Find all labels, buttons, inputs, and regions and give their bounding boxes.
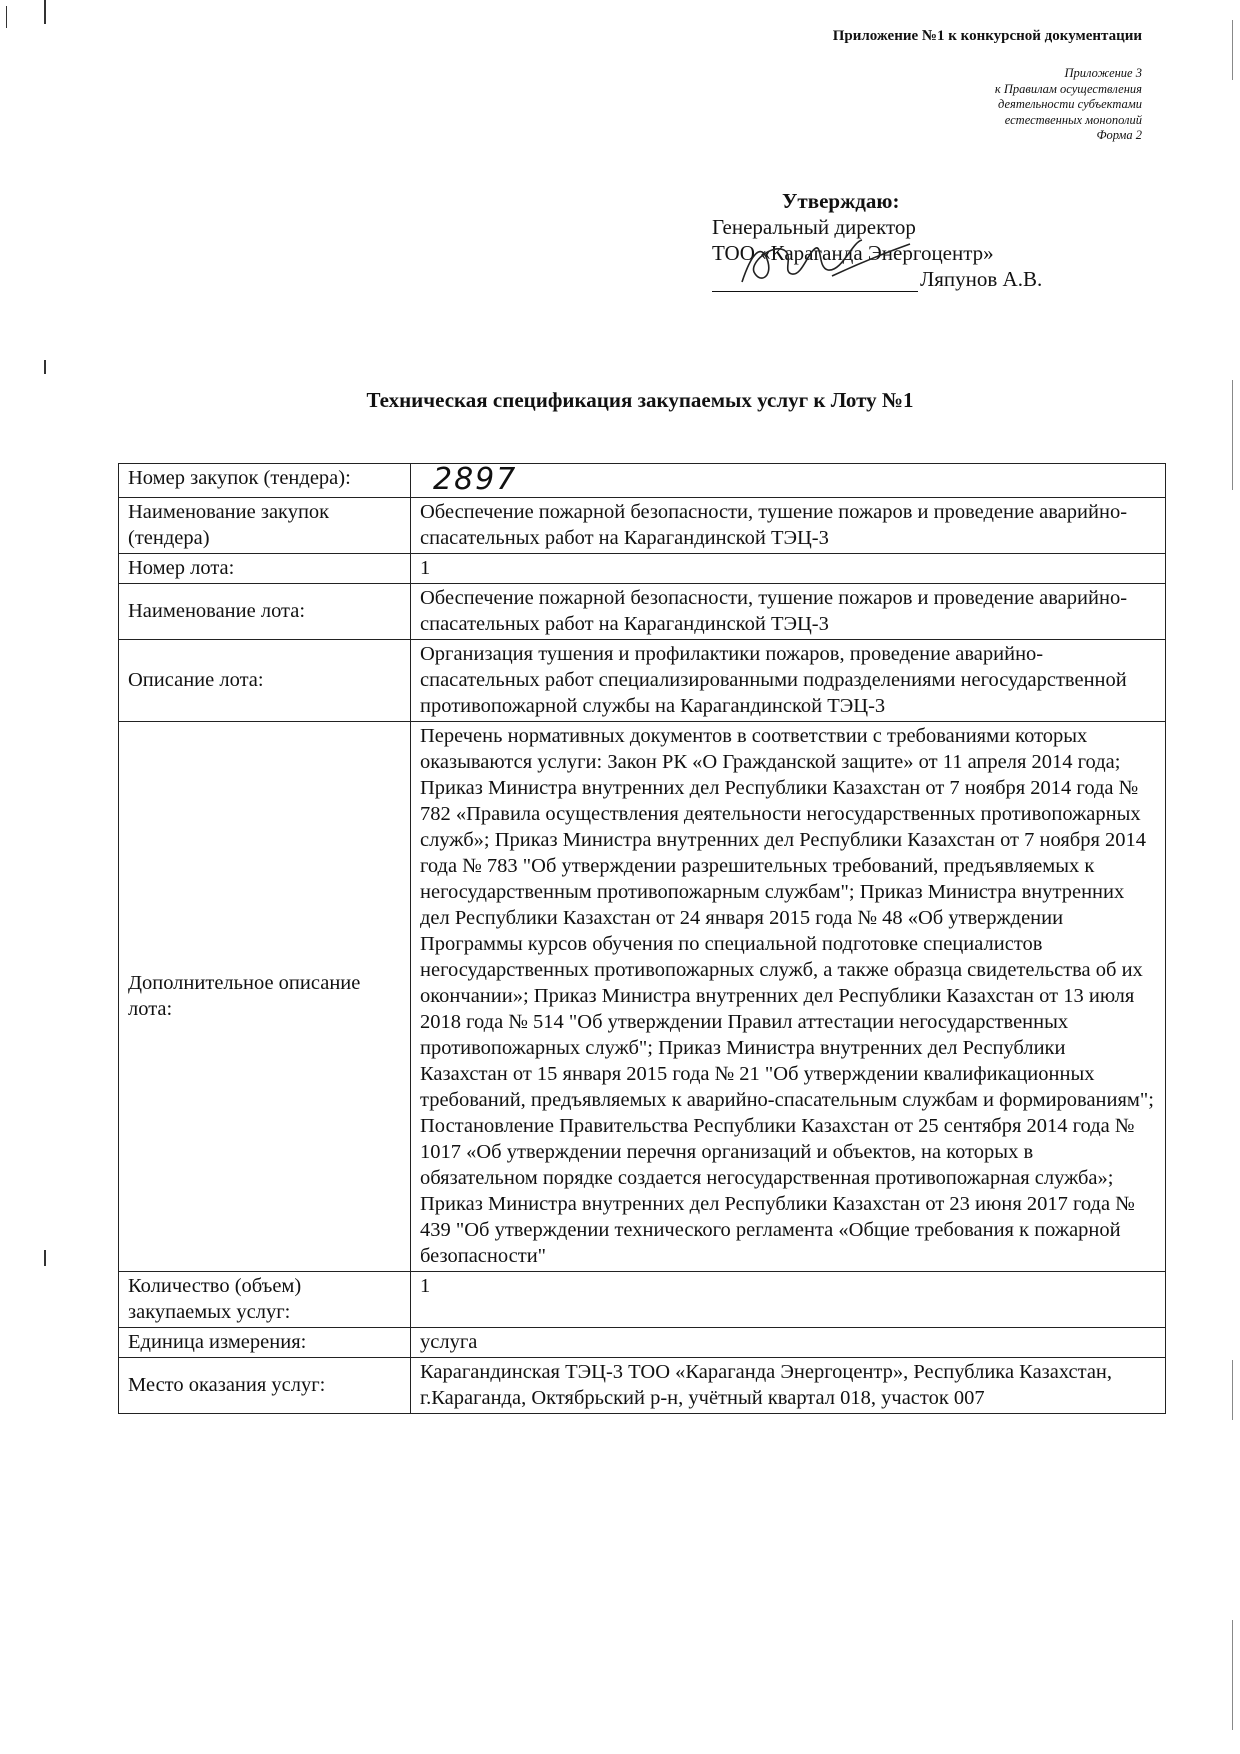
table-row [119, 1328, 1166, 1358]
rules-reference-line: естественных монополий [1004, 112, 1142, 127]
row-value: Организация тушения и профилактики пожаров, проведение аварийно-спасательных работ специализированными подразделениями негосударственной противопожарной службы на Карагандинской ТЭЦ-3 [411, 640, 1166, 722]
approval-company: ТОО «Караганда Энергоцентр» [712, 241, 994, 265]
row-value: Карагандинская ТЭЦ-3 ТОО «Караганда Энергоцентр», Республика Казахстан, г.Караганда, Октябрьский р-н, учётный квартал 018, участок 007 [411, 1358, 1166, 1414]
row-value: Обеспечение пожарной безопасности, тушение пожаров и проведение аварийно-спасательных работ на Карагандинской ТЭЦ-3 [411, 584, 1166, 640]
table-row [119, 1358, 1166, 1414]
row-label: Место оказания услуг: [119, 1358, 411, 1414]
scan-margin-mark [1232, 1620, 1233, 1730]
row-label: Наименование закупок (тендера) [119, 498, 411, 554]
table-row [119, 584, 1166, 640]
rules-reference [995, 66, 1142, 144]
table-row [119, 554, 1166, 584]
row-label: Номер лота: [119, 554, 411, 584]
scan-margin-mark [1232, 20, 1233, 80]
signature-line [712, 266, 1042, 292]
table-row [119, 498, 1166, 554]
approval-block [712, 188, 1042, 292]
row-value: 1 [411, 1272, 1166, 1328]
approval-title: Утверждаю: [782, 189, 900, 213]
row-value: 1 [411, 554, 1166, 584]
table-row [119, 1272, 1166, 1328]
row-label: Наименование лота: [119, 584, 411, 640]
row-value: Перечень нормативных документов в соответствии с требованиями которых оказываются услуги: Закон РК «О Гражданской защите» от 11 апреля 2014 года; Приказ Министра внутренних дел Республики Казахстан от 7 ноября 2014 года № 782 «Правила осуществления деятельности негосударственных противопожарных служб»; Приказ Министра внутренних дел Республики Казахстан от 7 ноября 2014 года № 783 "Об утверждении разрешительных требований, предъявляемых к негосударственным противопожарным службам"; Приказ Министра внутренних дел Республики Казахстан от 24 января 2015 года № 48 «Об утверждении Программы курсов обучения по специальной подготовке специалистов негосударственных противопожарных служб, а также образца свидетельства об их окончании»; Приказ Министра внутренних дел Республики Казахстан от 13 июля 2018 года № 514 "Об утверждении Правил аттестации негосударственных противопожарных служб"; Приказ Министра внутренних дел Республики Казахстан от 15 января 2015 года № 21 "Об утверждении квалификационных требований, предъявляемых к аварийно-спасательным службам и формированиям"; Постановление Правительства Республики Казахстан от 25 сентября 2014 года № 1017 «Об утверждении перечня организаций и объектов, на которых в обязательном порядке создается негосударственная противопожарная служба»; Приказ Министра внутренних дел Республики Казахстан от 23 июня 2017 года № 439 "Об утверждении технического регламента «Общие требования к пожарной безопасности" [411, 722, 1166, 1272]
scan-margin-mark [44, 1250, 46, 1266]
rules-reference-line: Форма 2 [1096, 128, 1142, 142]
row-label: Количество (объем) закупаемых услуг: [119, 1272, 411, 1328]
row-label: Единица измерения: [119, 1328, 411, 1358]
approval-signatory: Ляпунов А.В. [920, 267, 1043, 291]
rules-reference-line: Приложение 3 [1064, 66, 1142, 80]
scan-margin-mark [6, 6, 7, 28]
rules-reference-line: к Правилам осуществления [994, 81, 1142, 96]
scan-margin-mark [44, 0, 46, 24]
table-row [119, 464, 1166, 498]
row-label: Дополнительное описание лота: [119, 722, 411, 1272]
scan-margin-mark [1232, 1360, 1233, 1420]
row-label: Описание лота: [119, 640, 411, 722]
scan-margin-mark [44, 360, 46, 374]
row-value: услуга [411, 1328, 1166, 1358]
handwritten-signature [732, 232, 922, 292]
tender-number-value: 2897 [411, 464, 1166, 498]
row-value: Обеспечение пожарной безопасности, тушение пожаров и проведение аварийно-спасательных работ на Карагандинской ТЭЦ-3 [411, 498, 1166, 554]
appendix-header: Приложение №1 к конкурсной документации [832, 28, 1142, 44]
table-row [119, 722, 1166, 1272]
document-title: Техническая спецификация закупаемых услуг к Лоту №1 [366, 388, 914, 412]
table-row [119, 640, 1166, 722]
rules-reference-line: деятельности субъектами [997, 97, 1142, 111]
row-label: Номер закупок (тендера): [119, 464, 411, 498]
specification-table [118, 463, 1166, 1414]
approval-position: Генеральный директор [712, 215, 916, 239]
